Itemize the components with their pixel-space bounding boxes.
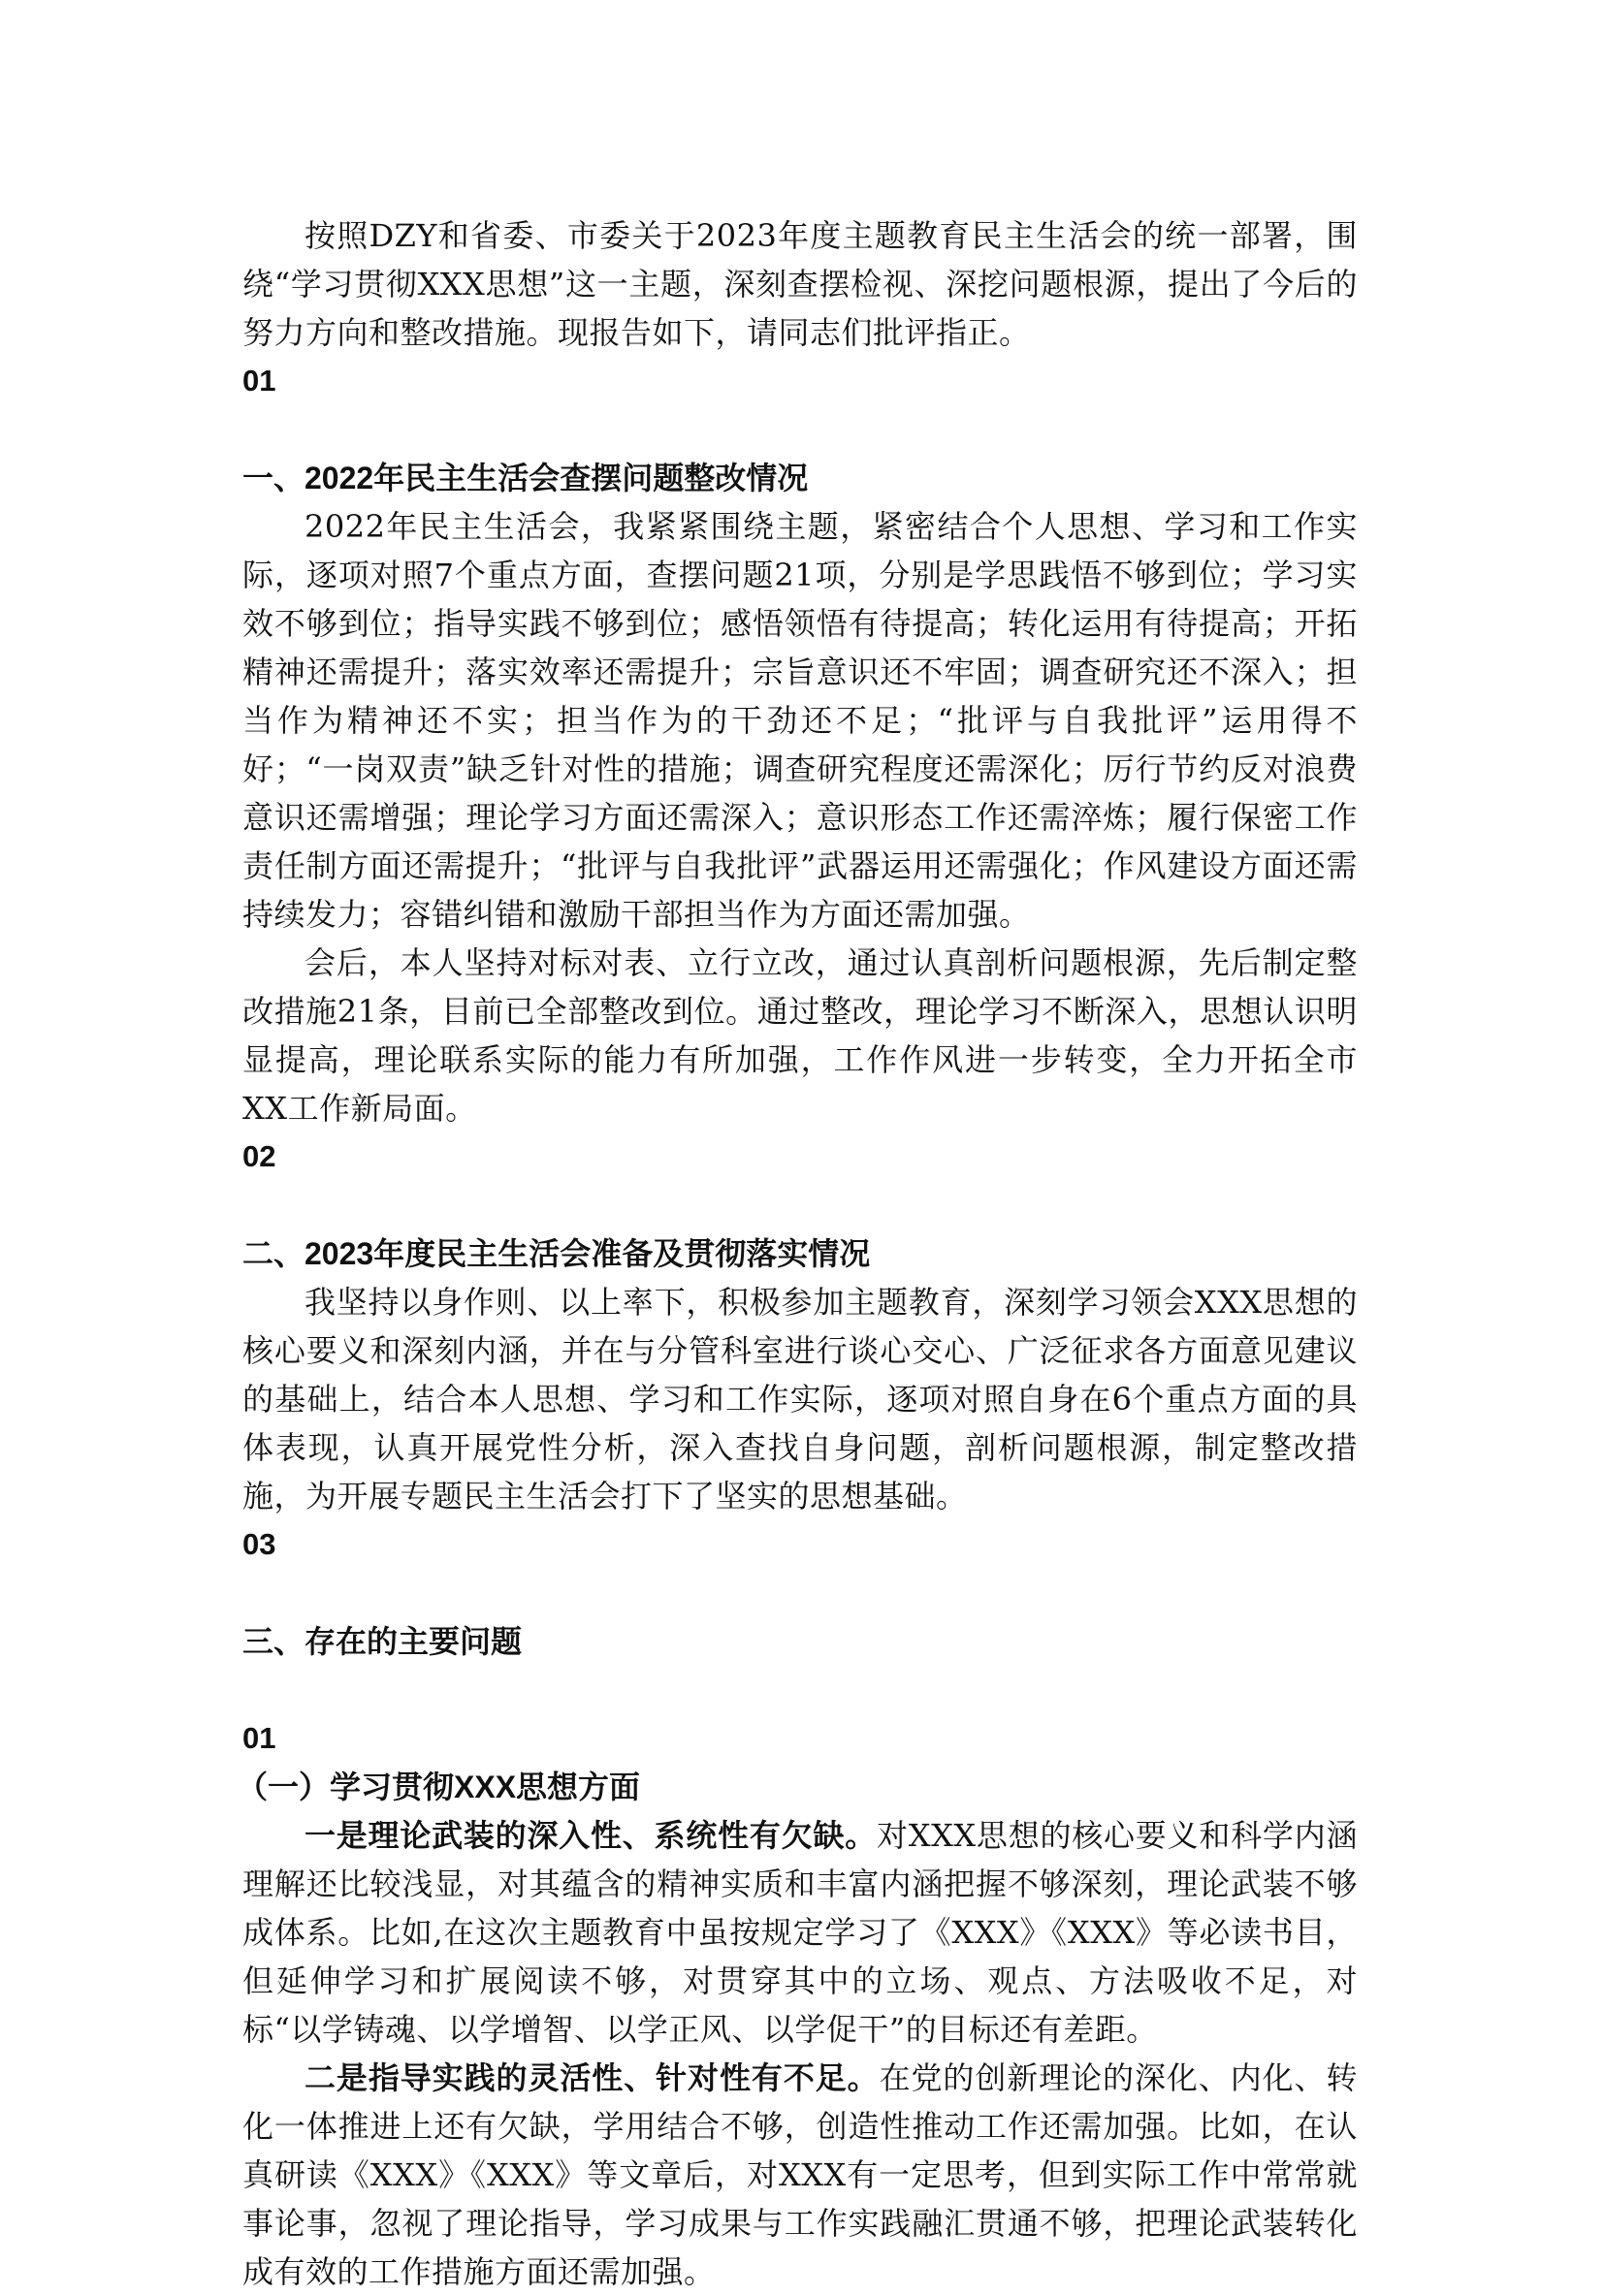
section-heading-1: 一、2022年民主生活会查摆问题整改情况	[242, 461, 809, 495]
section-number-2: 02	[242, 1139, 276, 1173]
problem-item-2-lead: 二是指导实践的灵活性、针对性有不足。	[305, 2060, 880, 2095]
subsection-heading: （一）学习贯彻XXX思想方面	[237, 1770, 641, 1804]
section-number-1: 01	[242, 364, 276, 398]
problem-item-2	[242, 2054, 1358, 2296]
problem-item-2-text: 在党的创新理论的深化、内化、转化一体推进上还有欠缺，学用结合不够，创造性推动工作还需加强。比如，在认真研读《XXX》《XXX》等文章后，对XXX有一定思考，但到实际工作中常常就事论事，忽视了理论指导，学习成果与工作实践融汇贯通不够，把理论武装转化成有效的工作措施方面还需加强。	[242, 2059, 1358, 2290]
section1-paragraph-1: 2022年民主生活会，我紧紧围绕主题，紧密结合个人思想、学习和工作实际，逐项对照7个重点方面，查摆问题21项，分别是学思践悟不够到位；学习实效不够到位；指导实践不够到位；感悟领悟有待提高；转化运用有待提高；开拓精神还需提升；落实效率还需提升；宗旨意识还不牢固；调查研究还不深入；担当作为精神还不实；担当作为的干劲还不足；“批评与自我批评”运用得不好；“一岗双责”缺乏针对性的措施；调查研究程度还需深化；厉行节约反对浪费意识还需增强；理论学习方面还需深入；意识形态工作还需淬炼；履行保密工作责任制方面还需提升；“批评与自我批评”武器运用还需强化；作风建设方面还需持续发力；容错纠错和激励干部担当作为方面还需加强。	[242, 508, 1358, 933]
document-page	[237, 211, 1358, 2296]
section-heading-2: 二、2023年度民主生活会准备及贯彻落实情况	[242, 1236, 871, 1271]
problem-item-1	[242, 1811, 1358, 2054]
subsection-number: 01	[242, 1721, 276, 1755]
section-heading-3: 三、存在的主要问题	[242, 1624, 523, 1659]
spacer	[242, 1666, 1358, 1714]
spacer	[242, 1569, 1358, 1617]
section-number-3: 03	[242, 1527, 276, 1561]
section1-paragraph-2: 会后，本人坚持对标对表、立行立改，通过认真剖析问题根源，先后制定整改措施21条，目前已全部整改到位。通过整改，理论学习不断深入，思想认识明显提高，理论联系实际的能力有所加强，工作作风进一步转变，全力开拓全市XX工作新局面。	[242, 944, 1358, 1127]
section2-paragraph-1: 我坚持以身作则、以上率下，积极参加主题教育，深刻学习领会XXX思想的核心要义和深刻内涵，并在与分管科室进行谈心交心、广泛征求各方面意见建议的基础上，结合本人思想、学习和工作实际，逐项对照自身在6个重点方面的具体表现，认真开展党性分析，深入查找自身问题，剖析问题根源，制定整改措施，为开展专题民主生活会打下了坚实的思想基础。	[242, 1284, 1358, 1515]
spacer	[242, 405, 1358, 454]
problem-item-1-lead: 一是理论武装的深入性、系统性有欠缺。	[305, 1818, 878, 1853]
intro-paragraph: 按照DZY和省委、市委关于2023年度主题教育民主生活会的统一部署，围绕“学习贯彻XXX思想”这一主题，深刻查摆检视、深挖问题根源，提出了今后的努力方向和整改措施。现报告如下，请同志们批评指正。	[242, 217, 1358, 351]
problem-item-1-text: 对XXX思想的核心要义和科学内涵理解还比较浅显，对其蕴含的精神实质和丰富内涵把握不够深刻，理论武装不够成体系。比如,在这次主题教育中虽按规定学习了《XXX》《XXX》等必读书目，但延伸学习和扩展阅读不够，对贯穿其中的立场、观点、方法吸收不足，对标“以学铸魂、以学增智、以学正风、以学促干”的目标还有差距。	[242, 1817, 1358, 2048]
spacer	[242, 1181, 1358, 1229]
